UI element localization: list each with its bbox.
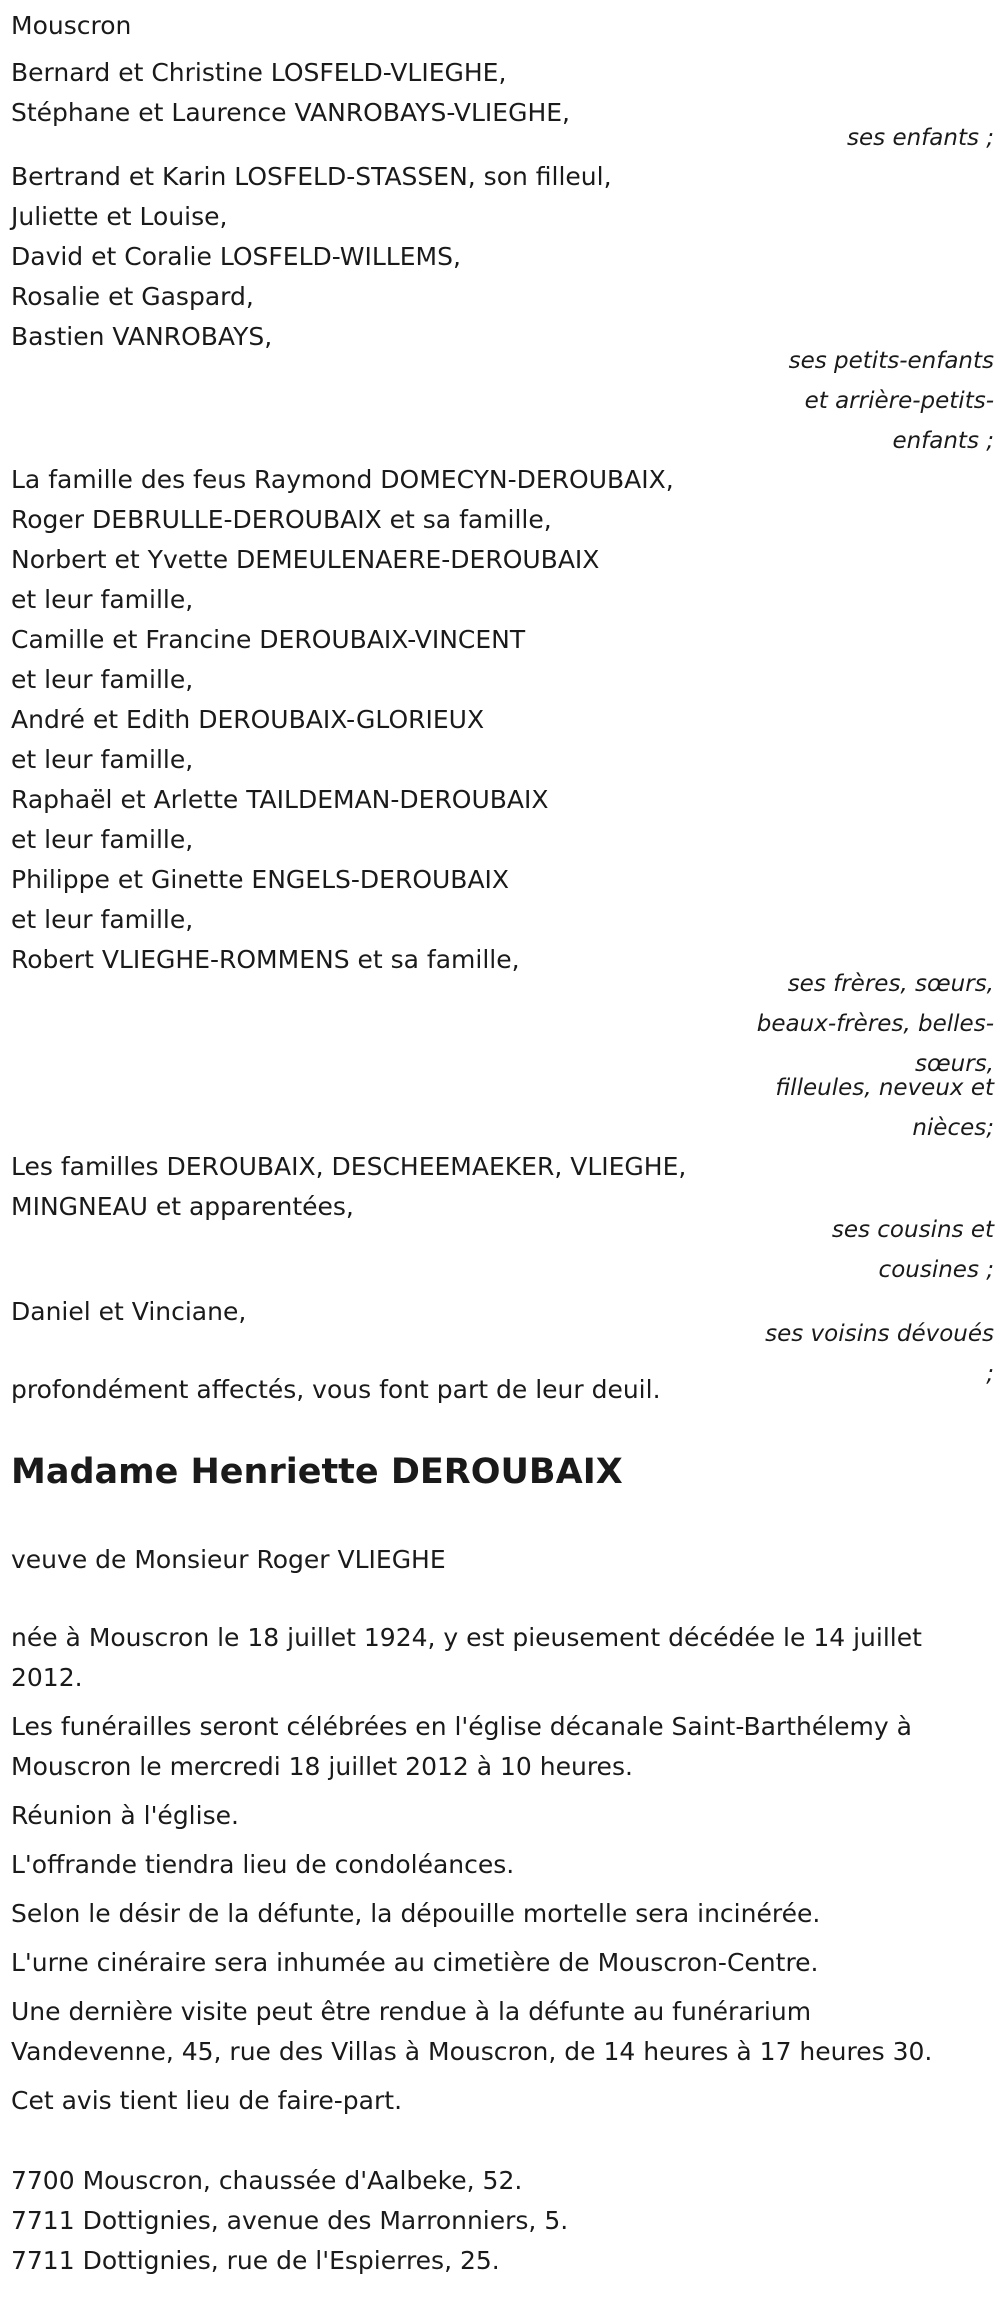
relation-label: enfants ;	[892, 428, 994, 454]
family-line: et leur famille,	[11, 745, 194, 774]
family-line: et leur famille,	[11, 825, 194, 854]
family-line: et leur famille,	[11, 905, 194, 934]
detail-line: née à Mouscron le 18 juillet 1924, y est pieusement décédée le 14 juillet	[11, 1623, 922, 1652]
family-line: Rosalie et Gaspard,	[11, 282, 254, 311]
relation-label: ses enfants ;	[847, 125, 994, 151]
family-line: Les familles DEROUBAIX, DESCHEEMAEKER, VLIEGHE,	[11, 1152, 687, 1181]
family-line: Bertrand et Karin LOSFELD-STASSEN, son filleul,	[11, 162, 612, 191]
family-line: Philippe et Ginette ENGELS-DEROUBAIX	[11, 865, 510, 894]
deceased-name: Madame Henriette DEROUBAIX	[11, 1452, 623, 1492]
relation-label: ses voisins dévoués	[765, 1321, 994, 1347]
relation-label: ;	[986, 1361, 994, 1387]
relation-label: filleules, neveux et	[775, 1075, 994, 1101]
family-line: et leur famille,	[11, 665, 194, 694]
detail-line: Cet avis tient lieu de faire-part.	[11, 2086, 403, 2115]
detail-line: Les funérailles seront célébrées en l'église décanale Saint-Barthélemy à	[11, 1712, 912, 1741]
address-line: 7711 Dottignies, rue de l'Espierres, 25.	[11, 2246, 500, 2275]
family-line: Robert VLIEGHE-ROMMENS et sa famille,	[11, 945, 520, 974]
relation-label: ses petits-enfants	[788, 348, 994, 374]
detail-line: Selon le désir de la défunte, la dépouille mortelle sera incinérée.	[11, 1899, 821, 1928]
family-line: Norbert et Yvette DEMEULENAERE-DEROUBAIX	[11, 545, 600, 574]
family-line: Camille et Francine DEROUBAIX-VINCENT	[11, 625, 526, 654]
family-line: Bernard et Christine LOSFELD-VLIEGHE,	[11, 58, 507, 87]
relation-label: et arrière-petits-	[804, 388, 994, 414]
detail-line: Mouscron le mercredi 18 juillet 2012 à 10 heures.	[11, 1752, 633, 1781]
family-line: David et Coralie LOSFELD-WILLEMS,	[11, 242, 461, 271]
detail-line: Réunion à l'église.	[11, 1801, 239, 1830]
family-line: Raphaël et Arlette TAILDEMAN-DEROUBAIX	[11, 785, 549, 814]
family-line: André et Edith DEROUBAIX-GLORIEUX	[11, 705, 485, 734]
family-line: MINGNEAU et apparentées,	[11, 1192, 354, 1221]
family-line: Stéphane et Laurence VANROBAYS-VLIEGHE,	[11, 98, 570, 127]
detail-line: L'offrande tiendra lieu de condoléances.	[11, 1850, 515, 1879]
city-label: Mouscron	[11, 11, 132, 40]
address-line: 7700 Mouscron, chaussée d'Aalbeke, 52.	[11, 2166, 523, 2195]
relation-label: cousines ;	[878, 1257, 994, 1283]
family-line: Roger DEBRULLE-DEROUBAIX et sa famille,	[11, 505, 552, 534]
family-line: Bastien VANROBAYS,	[11, 322, 273, 351]
relation-label: beaux-frères, belles-	[756, 1011, 994, 1037]
relation-label: ses cousins et	[831, 1217, 994, 1243]
address-line: 7711 Dottignies, avenue des Marronniers, 5.	[11, 2206, 569, 2235]
detail-line: 2012.	[11, 1663, 83, 1692]
closing-line: profondément affectés, vous font part de leur deuil.	[11, 1375, 661, 1404]
relation-label: ses frères, sœurs,	[787, 971, 994, 997]
widow-line: veuve de Monsieur Roger VLIEGHE	[11, 1545, 446, 1574]
detail-line: Une dernière visite peut être rendue à la défunte au funérarium	[11, 1997, 812, 2026]
family-line: La famille des feus Raymond DOMECYN-DEROUBAIX,	[11, 465, 674, 494]
family-line: Juliette et Louise,	[11, 202, 228, 231]
detail-line: Vandevenne, 45, rue des Villas à Mouscron, de 14 heures à 17 heures 30.	[11, 2037, 933, 2066]
relation-label: nièces;	[912, 1115, 994, 1141]
relation-label: sœurs,	[915, 1051, 994, 1077]
family-line: et leur famille,	[11, 585, 194, 614]
detail-line: L'urne cinéraire sera inhumée au cimetière de Mouscron-Centre.	[11, 1948, 819, 1977]
family-line: Daniel et Vinciane,	[11, 1297, 247, 1326]
